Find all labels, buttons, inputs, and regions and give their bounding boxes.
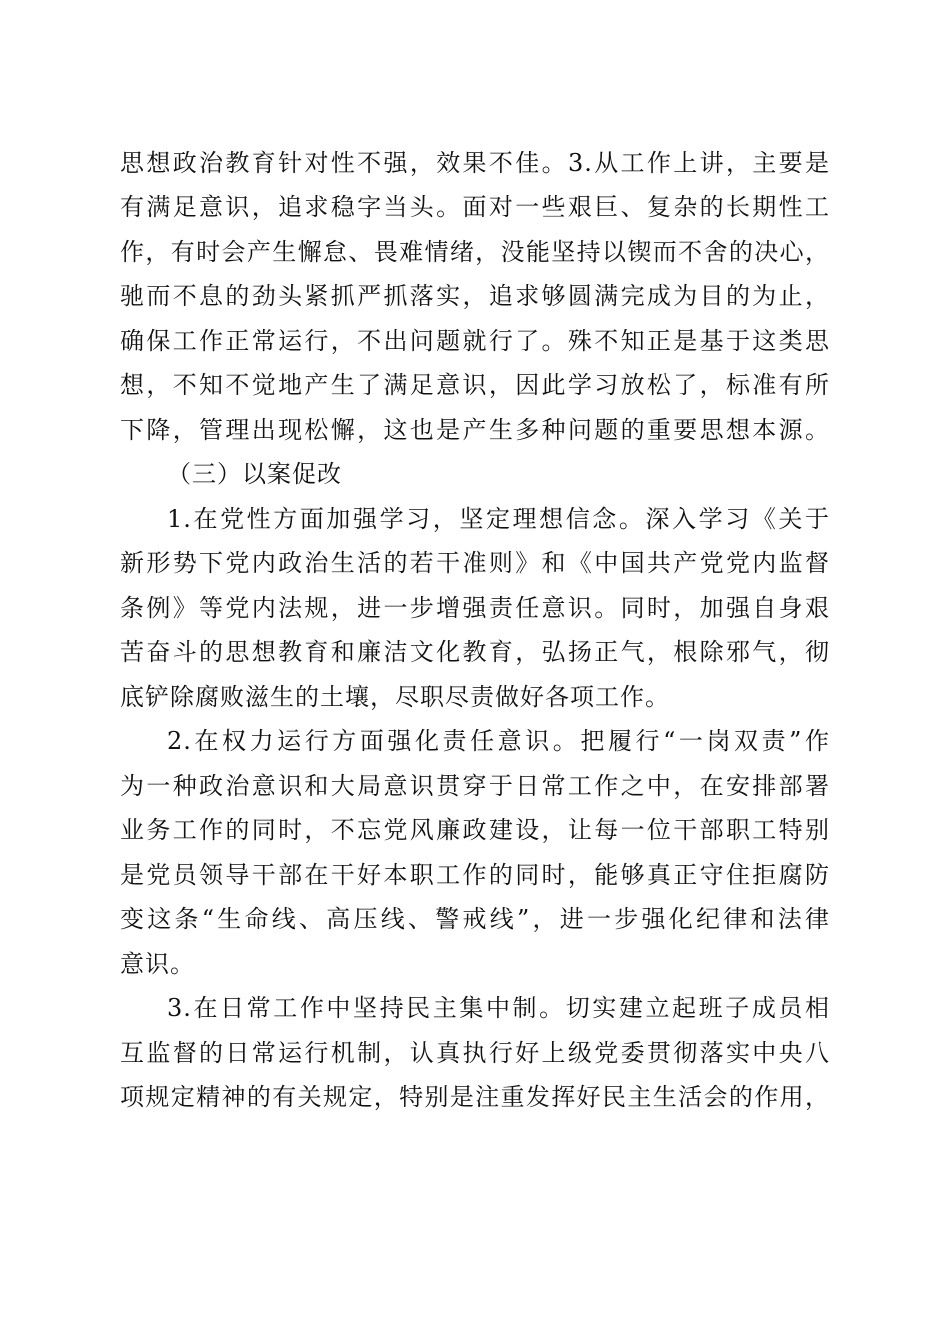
text-line: 项规定精神的有关规定，特别是注重发挥好民主生活会的作用， <box>120 1083 830 1111</box>
text-line: 确保工作正常运行，不出问题就行了。殊不知正是基于这类思 <box>120 327 830 355</box>
text-line: 1.在党性方面加强学习，坚定理想信念。深入学习《关于 <box>167 505 830 533</box>
text-line: 想，不知不觉地产生了满足意识，因此学习放松了，标准有所 <box>120 371 830 399</box>
text-line: 新形势下党内政治生活的若干准则》和《中国共产党党内监督 <box>120 549 830 577</box>
text-line: 意识。 <box>120 950 195 978</box>
text-line: 苦奋斗的思想教育和廉洁文化教育，弘扬正气，根除邪气，彻 <box>120 638 830 666</box>
text-line: 2.在权力运行方面强化责任意识。把履行“一岗双责”作 <box>167 727 830 755</box>
text-line: 底铲除腐败滋生的土壤，尽职尽责做好各项工作。 <box>120 683 670 711</box>
text-line: 变这条“生命线、高压线、警戒线”，进一步强化纪律和法律 <box>120 905 830 933</box>
text-line: 驰而不息的劲头紧抓严抓落实，追求够圆满完成为目的为止， <box>120 282 830 310</box>
text-line: 条例》等党内法规，进一步增强责任意识。同时，加强自身艰 <box>120 594 830 622</box>
text-line: 为一种政治意识和大局意识贯穿于日常工作之中，在安排部署 <box>120 772 830 800</box>
text-line: 3.在日常工作中坚持民主集中制。切实建立起班子成员相 <box>167 994 830 1022</box>
text-line: 是党员领导干部在干好本职工作的同时，能够真正守住拒腐防 <box>120 861 830 889</box>
text-line: 有满足意识，追求稳字当头。面对一些艰巨、复杂的长期性工 <box>120 193 830 221</box>
section-heading: （三）以案促改 <box>167 460 342 488</box>
text-line: 业务工作的同时，不忘党风廉政建设，让每一位干部职工特别 <box>120 816 830 844</box>
text-line: 作，有时会产生懈怠、畏难情绪，没能坚持以锲而不舍的决心， <box>120 238 830 266</box>
text-line: 思想政治教育针对性不强，效果不佳。3.从工作上讲，主要是 <box>120 149 830 177</box>
text-line: 下降，管理出现松懈，这也是产生多种问题的重要思想本源。 <box>120 416 830 444</box>
text-line: 互监督的日常运行机制，认真执行好上级党委贯彻落实中央八 <box>120 1039 830 1067</box>
